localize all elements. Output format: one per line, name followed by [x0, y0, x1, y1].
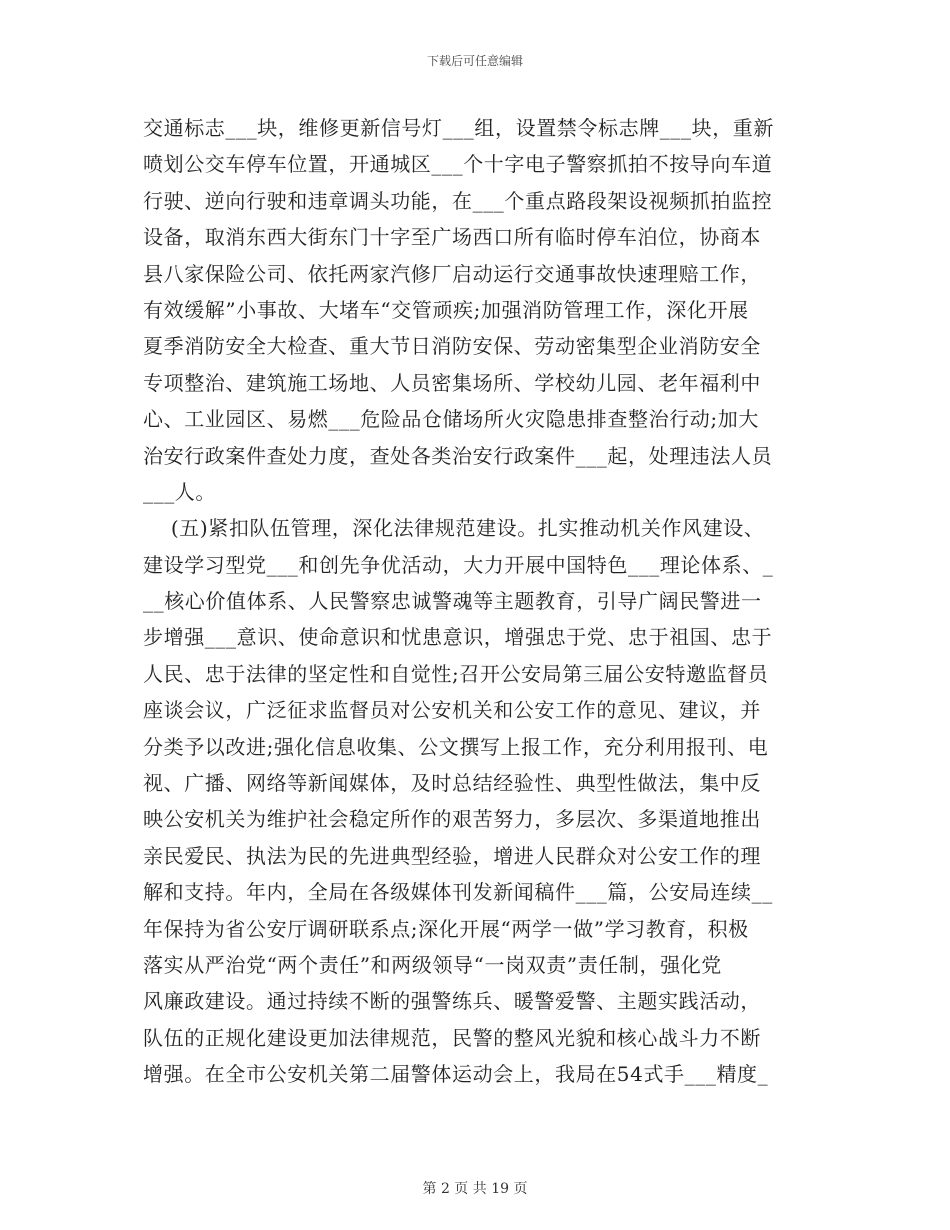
text-line: 解和支持。年内，全局在各级媒体刊发新闻稿件___篇，公安局连续__ [143, 880, 773, 905]
text-line: 专项整治、建筑施工场地、人员密集场所、学校幼儿园、老年福利中 [143, 370, 761, 395]
text-line: 视、广播、网络等新闻媒体，及时总结经验性、典型性做法，集中反 [143, 771, 761, 796]
text-line: 落实从严治党“两个责任”和两级领导“一岗双责”责任制，强化党 [143, 952, 722, 977]
text-line: 夏季消防安全大检查、重大节日消防安保、劳动密集型企业消防安全 [143, 334, 761, 359]
text-line: 心、工业园区、易燃___危险品仓储场所火灾隐患排查整治行动;加大 [143, 407, 759, 432]
header-note: 下载后可任意编辑 [426, 54, 523, 68]
text-line: 交通标志___块，维修更新信号灯___组，设置禁令标志牌___块，重新 [143, 116, 774, 140]
text-line: 年保持为省公安厅调研联系点;深化开展“两学一做”学习教育，积极 [143, 916, 749, 941]
page-number: 第 2 页 共 19 页 [422, 1181, 528, 1197]
text-line: 设备，取消东西大街东门十字至广场西口所有临时停车泊位，协商本 [143, 225, 761, 250]
text-line: 风廉政建设。通过持续不断的强警练兵、暖警爱警、主题实践活动， [143, 989, 761, 1014]
text-line: 行驶、逆向行驶和违章调头功能，在___个重点路段架设视频抓拍监控 [143, 188, 773, 213]
text-line: 有效缓解”小事故、大堵车“交管顽疾;加强消防管理工作，深化开展 [143, 297, 749, 322]
text-line: __核心价值体系、人民警察忠诚警魂等主题教育，引导广阔民警进一 [143, 589, 762, 614]
text-line: 喷划公交车停车位置，开通城区___个十字电子警察抓拍不按导向车道 [143, 152, 773, 177]
text-line: 增强。在全市公安机关第二届警体运动会上，我局在54式手___精度_ [143, 1062, 769, 1087]
paragraph-heading-line: (五)紧扣队伍管理，深化法律规范建设。扎实推动机关作风建设、 [143, 516, 765, 541]
text-line: 县八家保险公司、依托两家汽修厂启动运行交通事故快速理赔工作， [143, 261, 761, 286]
text-line: 治安行政案件查处力度，查处各类治安行政案件___起，处理违法人员 [143, 443, 773, 468]
text-line: 分类予以改进;强化信息收集、公文撰写上报工作，充分利用报刊、电 [143, 734, 769, 759]
text-line: ___人。 [143, 479, 216, 504]
text-line: 人民、忠于法律的坚定性和自觉性;召开公安局第三届公安特邀监督员 [143, 661, 769, 686]
text-line: 队伍的正规化建设更加法律规范，民警的整风光貌和核心战斗力不断 [143, 1025, 761, 1050]
text-line: 建设学习型党___和创先争优活动，大力开展中国特色___理论体系、_ [143, 552, 774, 577]
document-body [143, 110, 808, 1093]
text-line: 步增强___意识、使命意识和忧患意识，增强忠于党、忠于祖国、忠于 [143, 625, 773, 650]
text-line: 亲民爱民、执法为民的先进典型经验，增进人民群众对公安工作的理 [143, 843, 761, 868]
text-line: 映公安机关为维护社会稳定所作的艰苦努力，多层次、多渠道地推出 [143, 807, 761, 832]
text-line: 座谈会议，广泛征求监督员对公安机关和公安工作的意见、建议，并 [143, 698, 761, 723]
